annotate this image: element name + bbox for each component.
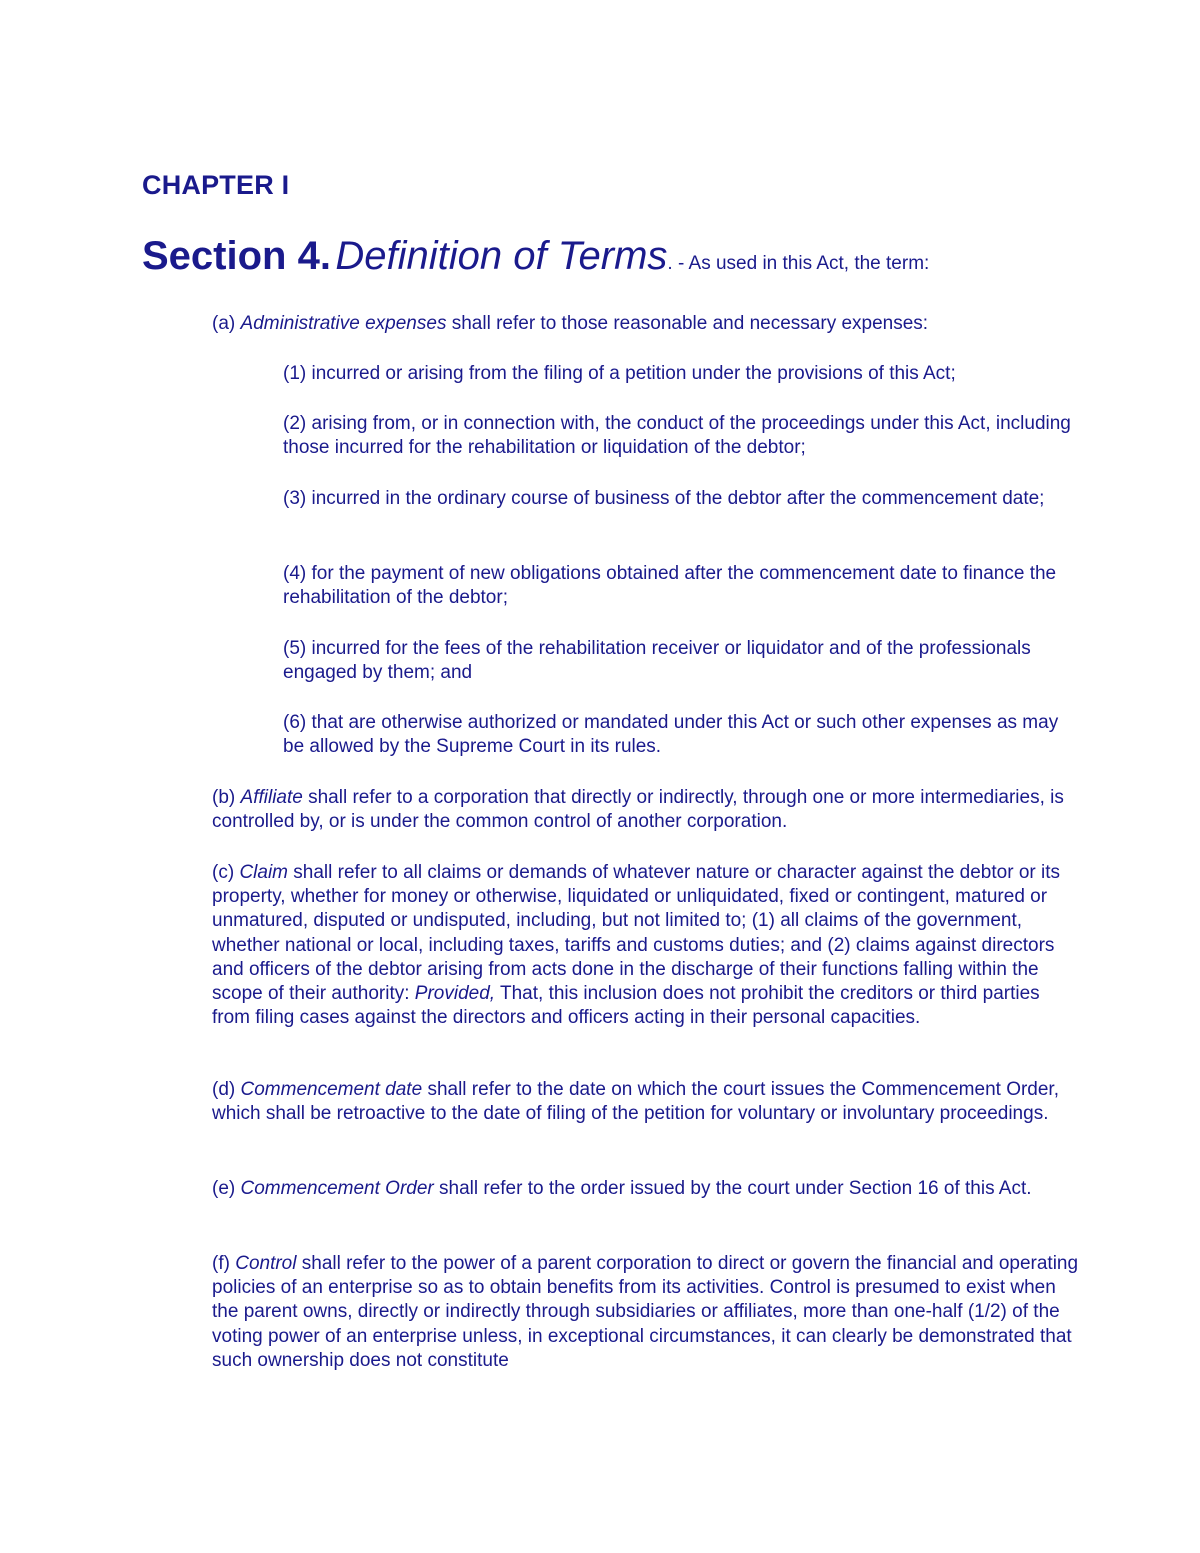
definition-text: shall refer to all claims or demands of whatever nature or character against the debtor or its property, whether for money or otherwise, liquidated or unliquidated, fixed or contingent, matured or unmatured, disputed or undisputed, including, but not limited to; (1) all claims of the government, whether national or local, including taxes, tariffs and customs duties; and (2) claims against directors and officers of the debtor arising from acts done in the discharge of their functions falling within the scope of their authority: xyxy=(212,862,1060,1005)
list-item: (3) incurred in the ordinary course of business of the debtor after the commencement date; xyxy=(283,488,1045,509)
definition-text: shall refer to a corporation that directly or indirectly, through one or more intermediaries, is controlled by, or is under the common control of another corporation. xyxy=(212,787,1064,833)
section-title: Definition of Terms xyxy=(335,234,668,278)
definition-text: shall refer to those reasonable and necessary expenses: xyxy=(451,313,929,334)
definition-label: (b) xyxy=(212,787,236,808)
list-item: (1) incurred or arising from the filing of a petition under the provisions of this Act; xyxy=(283,363,956,384)
section-heading xyxy=(142,234,1102,279)
defined-term: Commencement Order xyxy=(240,1178,434,1199)
definition-text: shall refer to the power of a parent corporation to direct or govern the financial and operating policies of an enterprise so as to obtain benefits from its activities. Control is presumed to exist when the parent owns, directly or indirectly through subsidiaries or affiliates, more than one-half (1/2) of the voting power of an enterprise unless, in exceptional circumstances, it can clearly be demonstrated that such ownership does not constitute xyxy=(212,1253,1079,1371)
definition-label: (e) xyxy=(212,1178,236,1199)
definition-f xyxy=(212,1252,1082,1373)
chapter-heading: CHAPTER I xyxy=(142,170,290,200)
definition-text: shall refer to the order issued by the court under Section 16 of this Act. xyxy=(439,1178,1032,1199)
definition-text-after: That, this inclusion does not prohibit the creditors or third parties from filing cases against the directors and officers acting in their personal capacities. xyxy=(212,983,1040,1029)
definition-text: shall refer to the date on which the court issues the Commencement Order, which shall be retroactive to the date of filing of the petition for voluntary or involuntary proceedings. xyxy=(212,1079,1059,1125)
defined-term: Commencement date xyxy=(240,1079,423,1100)
list-item: (5) incurred for the fees of the rehabilitation receiver or liquidator and of the professionals engaged by them; and xyxy=(283,638,1031,684)
proviso-term: Provided, xyxy=(414,983,496,1005)
defined-term: Control xyxy=(235,1253,297,1274)
list-item: (2) arising from, or in connection with, the conduct of the proceedings under this Act, including those incurred for the rehabilitation or liquidation of the debtor; xyxy=(283,413,1071,459)
section-number: Section 4. xyxy=(142,234,331,278)
defined-term: Affiliate xyxy=(240,787,303,808)
definition-label: (c) xyxy=(212,862,235,883)
definition-label: (d) xyxy=(212,1079,236,1100)
definition-a xyxy=(212,312,1082,336)
list-item: (6) that are otherwise authorized or mandated under this Act or such other expenses as may be allowed by the Supreme Court in its rules. xyxy=(283,712,1059,758)
definition-d xyxy=(212,1078,1082,1126)
section-intro: . - As used in this Act, the term: xyxy=(667,253,930,274)
definition-e xyxy=(212,1177,1082,1201)
definition-c xyxy=(212,861,1082,1030)
definition-label: (f) xyxy=(212,1253,230,1274)
definition-label: (a) xyxy=(212,313,236,334)
definition-b xyxy=(212,786,1082,834)
defined-term: Claim xyxy=(239,862,288,883)
list-item: (4) for the payment of new obligations obtained after the commencement date to finance the rehabilitation of the debtor; xyxy=(283,563,1057,609)
defined-term: Administrative expenses xyxy=(240,313,447,334)
